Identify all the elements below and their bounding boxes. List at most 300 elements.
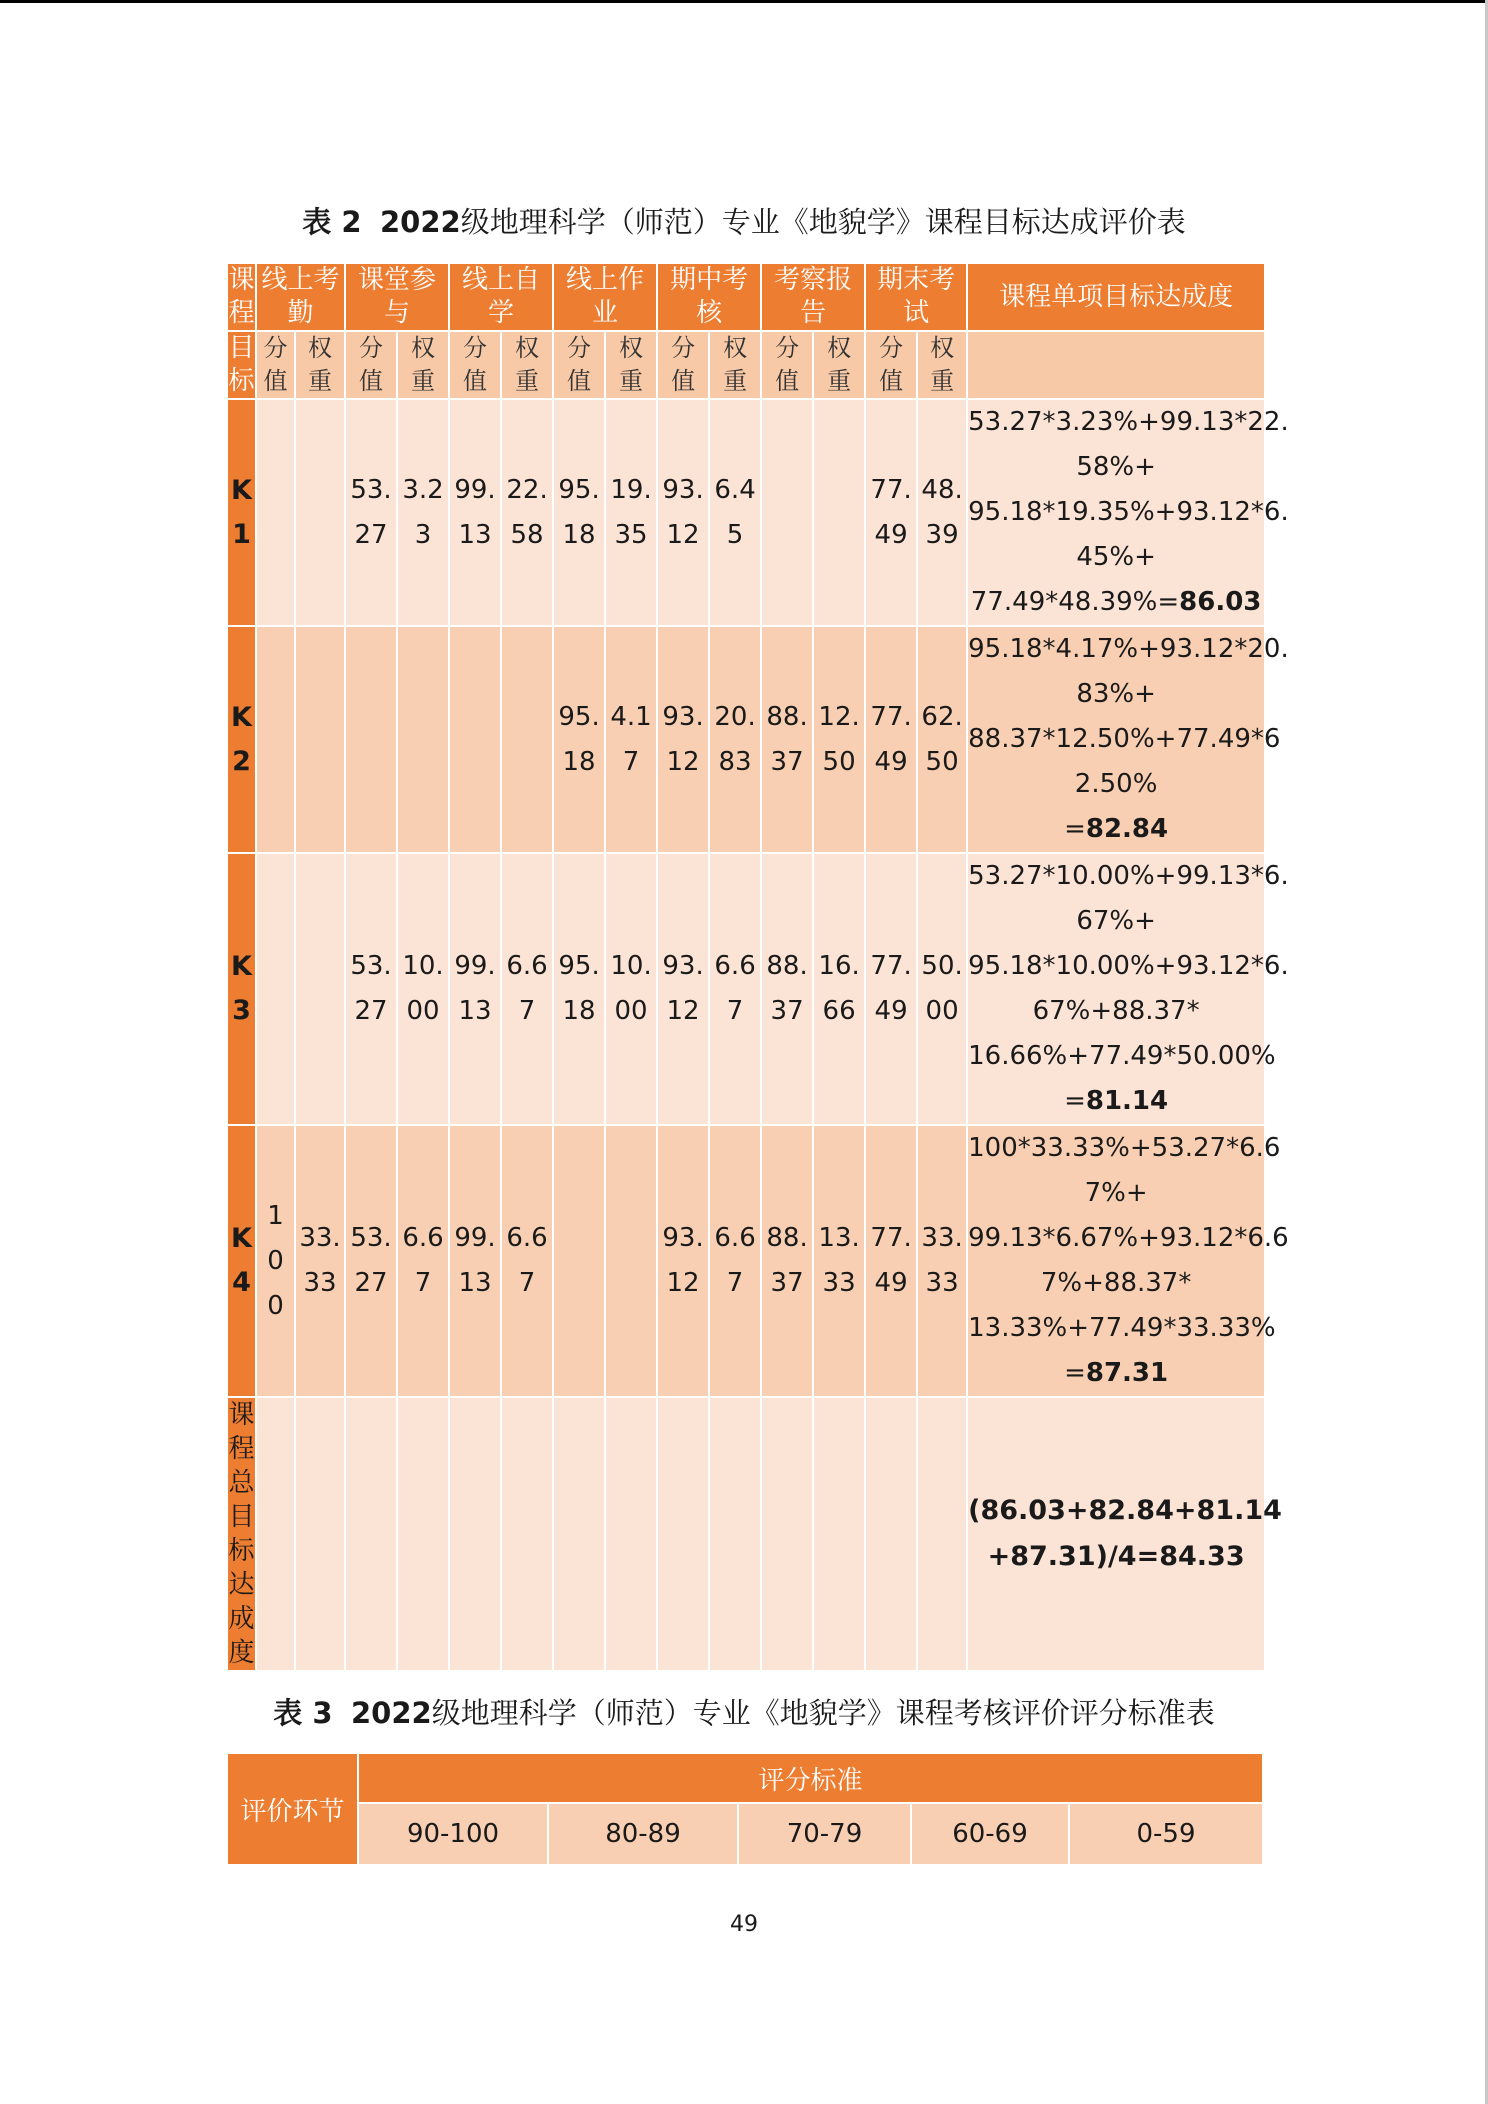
- value-text: 7: [414, 1268, 432, 1298]
- value-cell: [657, 853, 709, 1125]
- value-text: 37: [770, 1268, 804, 1298]
- assessment-group-header: [553, 263, 657, 331]
- goal-label-text: K: [231, 951, 252, 982]
- formula-line: 67%+: [1076, 906, 1156, 936]
- value-cell: [605, 626, 657, 853]
- value-cell: [295, 1125, 345, 1397]
- value-cell: [553, 626, 605, 853]
- goal-label: [227, 626, 256, 853]
- value-text: 27: [354, 1268, 388, 1298]
- value-text: 13: [458, 996, 492, 1026]
- goal-row: [227, 853, 1265, 1125]
- value-text: 49: [874, 996, 908, 1026]
- value-cell: [761, 1125, 813, 1397]
- value-text: 6.6: [402, 1223, 444, 1253]
- value-text: 27: [354, 519, 388, 550]
- value-text: 12.: [818, 701, 860, 732]
- achievement-result: 86.03: [1179, 587, 1262, 617]
- value-text: 33: [303, 1268, 337, 1298]
- header-text: 权: [723, 334, 748, 362]
- course-goal-header: [227, 263, 256, 331]
- empty-cell: [917, 1397, 967, 1671]
- page-border-top: [0, 0, 1488, 3]
- value-cell: [605, 1125, 657, 1397]
- value-cell: [397, 399, 449, 626]
- empty-cell: [761, 1397, 813, 1671]
- assessment-group-header: [256, 263, 345, 331]
- evaluation-stage-header: 评价环节: [227, 1753, 358, 1865]
- value-cell: [345, 626, 397, 853]
- score-range-cell: 60-69: [911, 1803, 1069, 1865]
- value-text: 6.6: [714, 951, 756, 981]
- header-text: 分: [463, 334, 488, 362]
- value-text: 33: [822, 1268, 856, 1298]
- value-text: 93.: [662, 474, 704, 505]
- empty-cell: [449, 1397, 501, 1671]
- value-cell: [449, 399, 501, 626]
- formula-line: 13.33%+77.49*33.33%: [968, 1313, 1276, 1343]
- formula-line: =: [1064, 1358, 1086, 1388]
- value-cell: [256, 1125, 295, 1397]
- header-text: 分: [567, 334, 592, 362]
- table3-caption: [226, 1693, 1262, 1733]
- value-cell: [501, 853, 553, 1125]
- table2-caption-year: 2022: [379, 205, 461, 239]
- formula-line: 16.66%+77.49*50.00%: [968, 1041, 1276, 1071]
- weight-subheader: [917, 331, 967, 399]
- goal-label-text: K: [231, 1223, 252, 1254]
- value-text: 33.: [299, 1223, 341, 1253]
- formula-line: 2.50%: [1074, 769, 1158, 799]
- score-subheader: [449, 331, 501, 399]
- total-label-text: 达: [228, 1570, 255, 1600]
- value-cell: [813, 853, 865, 1125]
- value-cell: [865, 1125, 917, 1397]
- value-cell: [813, 399, 865, 626]
- value-text: 3.2: [402, 474, 444, 505]
- value-cell: [761, 399, 813, 626]
- value-cell: [501, 399, 553, 626]
- value-text: 99.: [454, 951, 496, 981]
- header-text: 线上考: [261, 265, 340, 295]
- header-text: 与: [384, 298, 411, 328]
- header-text: 值: [567, 367, 592, 395]
- achievement-formula: [967, 853, 1289, 1125]
- header-text: 学: [488, 298, 515, 328]
- value-cell: [295, 626, 345, 853]
- header-text: 权: [308, 334, 332, 362]
- course-goal-achievement-table: [226, 262, 1289, 1672]
- value-cell: [397, 853, 449, 1125]
- value-text: 7: [726, 996, 744, 1026]
- value-text: 10.: [610, 951, 652, 981]
- total-label-text: 度: [228, 1638, 255, 1668]
- value-text: 77.: [870, 951, 912, 981]
- value-cell: [709, 399, 761, 626]
- header-text: 分: [263, 334, 288, 362]
- formula-line: 95.18*10.00%+93.12*6.: [968, 951, 1289, 981]
- value-text: 83: [718, 746, 752, 777]
- value-text: 7: [726, 1268, 744, 1298]
- goal-label-text: 4: [232, 1267, 251, 1298]
- header-text: 勤: [287, 298, 314, 328]
- formula-line: 53.27*3.23%+99.13*22.: [968, 407, 1289, 437]
- value-cell: [345, 1125, 397, 1397]
- value-text: 88.: [766, 701, 808, 732]
- value-text: 6.6: [506, 951, 548, 981]
- empty-cell: [397, 1397, 449, 1671]
- score-range-cell: 80-89: [548, 1803, 738, 1865]
- goal-label-text: 3: [232, 995, 251, 1026]
- total-row: [227, 1397, 1265, 1671]
- value-cell: [501, 626, 553, 853]
- value-text: 7: [518, 996, 536, 1026]
- value-text: 20.: [714, 701, 756, 732]
- header-text: 权: [515, 334, 540, 362]
- value-text: 6.4: [714, 474, 756, 505]
- value-cell: [917, 399, 967, 626]
- table2-caption-text: 级地理科学（师范）专业《地貌学》课程目标达成评价表: [460, 205, 1186, 239]
- table2-caption: [226, 202, 1262, 242]
- value-text: 0: [267, 1290, 284, 1321]
- empty-cell: [295, 1397, 345, 1671]
- value-text: 37: [770, 746, 804, 777]
- value-text: 27: [354, 996, 388, 1026]
- value-text: 50: [925, 746, 959, 777]
- header-text: 值: [263, 367, 288, 395]
- value-cell: [553, 853, 605, 1125]
- value-cell: [501, 1125, 553, 1397]
- header-text: 权: [827, 334, 852, 362]
- value-text: 18: [562, 746, 596, 777]
- header-text: 重: [723, 367, 748, 395]
- value-cell: [605, 853, 657, 1125]
- score-subheader: [761, 331, 813, 399]
- value-cell: [657, 626, 709, 853]
- score-subheader: [345, 331, 397, 399]
- scoring-standard-table: [226, 1752, 1264, 1866]
- header-text: 分: [671, 334, 696, 362]
- value-text: 13: [458, 519, 492, 550]
- header-text: 业: [592, 298, 619, 328]
- goal-row: [227, 626, 1265, 853]
- value-text: 10.: [402, 951, 444, 981]
- value-text: 00: [406, 996, 440, 1026]
- value-text: 49: [874, 746, 908, 777]
- header-text: 权: [930, 334, 955, 362]
- empty-cell: [605, 1397, 657, 1671]
- goal-label: [227, 853, 256, 1125]
- value-text: 7: [518, 1268, 536, 1298]
- value-text: 18: [562, 519, 596, 550]
- value-text: 12: [666, 519, 700, 550]
- score-subheader: [865, 331, 917, 399]
- value-cell: [709, 626, 761, 853]
- value-cell: [813, 1125, 865, 1397]
- score-subheader: [657, 331, 709, 399]
- weight-subheader: [501, 331, 553, 399]
- header-text: 试: [903, 298, 930, 328]
- value-text: 13: [458, 1268, 492, 1298]
- header-text: 重: [619, 367, 644, 395]
- value-cell: [397, 1125, 449, 1397]
- score-range-cell: 90-100: [358, 1803, 548, 1865]
- achievement-formula: [967, 399, 1289, 626]
- header-text: 核: [696, 298, 723, 328]
- achievement-result: 87.31: [1085, 1358, 1169, 1388]
- header-text: 值: [463, 367, 488, 395]
- value-text: 99.: [454, 1223, 496, 1253]
- goal-label-text: 2: [232, 745, 251, 777]
- goal-row: [227, 1125, 1265, 1397]
- value-text: 19.: [610, 474, 652, 505]
- formula-line: =: [1064, 814, 1086, 844]
- blank-subheader: [967, 331, 1265, 399]
- empty-cell: [501, 1397, 553, 1671]
- formula-line: =: [1064, 1086, 1086, 1116]
- header-text: 课: [228, 265, 255, 295]
- goal-label-text: 1: [232, 518, 251, 550]
- weight-subheader: [295, 331, 345, 399]
- header-text: 重: [411, 367, 436, 395]
- formula-line: 83%+: [1076, 679, 1156, 709]
- assessment-group-header: [345, 263, 449, 331]
- value-text: 5: [726, 519, 744, 550]
- value-cell: [553, 1125, 605, 1397]
- header-text: 值: [359, 367, 384, 395]
- value-cell: [709, 853, 761, 1125]
- value-cell: [865, 626, 917, 853]
- value-cell: [761, 853, 813, 1125]
- formula-line: 88.37*12.50%+77.49*6: [968, 724, 1281, 754]
- total-label: [227, 1397, 256, 1671]
- value-text: 50: [822, 746, 856, 777]
- header-text: 线上自: [462, 265, 541, 295]
- value-text: 99.: [454, 474, 496, 505]
- value-text: 18: [562, 996, 596, 1026]
- value-text: 33.: [921, 1223, 963, 1253]
- value-text: 1: [267, 1200, 284, 1231]
- value-cell: [295, 853, 345, 1125]
- empty-cell: [813, 1397, 865, 1671]
- score-range-cell: 0-59: [1069, 1803, 1263, 1865]
- value-text: 95.: [558, 701, 600, 732]
- header-text: 值: [879, 367, 904, 395]
- header-text: 期末考: [877, 265, 956, 295]
- header-text: 重: [930, 367, 955, 395]
- assessment-group-header: [865, 263, 967, 331]
- value-text: 93.: [662, 951, 704, 981]
- header-text: 目: [228, 333, 255, 363]
- value-text: 53.: [350, 474, 392, 505]
- value-text: 12: [666, 1268, 700, 1298]
- empty-cell: [657, 1397, 709, 1671]
- assessment-group-header: [761, 263, 865, 331]
- achievement-formula: [967, 626, 1289, 853]
- value-cell: [449, 853, 501, 1125]
- value-cell: [865, 853, 917, 1125]
- value-cell: [345, 399, 397, 626]
- value-text: 48.: [921, 474, 963, 505]
- value-text: 53.: [350, 1223, 392, 1253]
- formula-line: 53.27*10.00%+99.13*6.: [968, 861, 1289, 891]
- value-text: 77.: [870, 1223, 912, 1253]
- value-cell: [256, 853, 295, 1125]
- weight-subheader: [813, 331, 865, 399]
- total-formula-line: +87.31)/4=84.33: [987, 1541, 1245, 1572]
- formula-line: 67%+88.37*: [1032, 996, 1200, 1026]
- table3-caption-prefix: 表 3: [273, 1696, 333, 1730]
- value-text: 95.: [558, 474, 600, 505]
- value-text: 66: [822, 996, 856, 1026]
- total-label-text: 总: [228, 1468, 255, 1498]
- empty-cell: [553, 1397, 605, 1671]
- value-text: 58: [510, 519, 544, 550]
- value-text: 62.: [921, 701, 963, 732]
- value-text: 13.: [818, 1223, 860, 1253]
- total-label-text: 标: [228, 1536, 255, 1566]
- goal-label-text: K: [231, 701, 252, 733]
- header-text: 分: [775, 334, 800, 362]
- value-text: 0: [267, 1245, 284, 1276]
- table2-body: [227, 263, 1289, 1671]
- value-text: 37: [770, 996, 804, 1026]
- table2-caption-prefix: 表 2: [302, 205, 362, 239]
- value-cell: [256, 399, 295, 626]
- goal-label: [227, 399, 256, 626]
- goal-label-text: K: [231, 474, 252, 506]
- formula-line: 7%+88.37*: [1040, 1268, 1192, 1298]
- value-text: 77.: [870, 701, 912, 732]
- value-cell: [295, 399, 345, 626]
- formula-line: 7%+: [1084, 1178, 1148, 1208]
- value-text: 12: [666, 746, 700, 777]
- empty-cell: [709, 1397, 761, 1671]
- header-text: 重: [515, 367, 540, 395]
- weight-subheader: [397, 331, 449, 399]
- value-text: 7: [622, 746, 640, 777]
- header-text: 告: [800, 298, 827, 328]
- header-text: 标: [228, 366, 255, 396]
- value-text: 88.: [766, 951, 808, 981]
- value-cell: [917, 853, 967, 1125]
- empty-cell: [345, 1397, 397, 1671]
- formula-line: 95.18*19.35%+93.12*6.: [968, 497, 1289, 527]
- header-text: 考察报: [774, 265, 853, 295]
- goal-row: [227, 399, 1265, 626]
- value-text: 4.1: [610, 701, 652, 732]
- page-number: 49: [730, 1912, 758, 1937]
- header-text: 期中考: [670, 265, 749, 295]
- value-text: 00: [614, 996, 648, 1026]
- value-cell: [449, 626, 501, 853]
- value-cell: [917, 626, 967, 853]
- achievement-formula: [967, 1125, 1289, 1397]
- header-text: 权: [411, 334, 436, 362]
- header-text: 程: [228, 298, 255, 328]
- scoring-standard-header: 评分标准: [358, 1753, 1263, 1803]
- value-text: 35: [614, 519, 648, 550]
- course-goal-header-2: [227, 331, 256, 399]
- value-cell: [709, 1125, 761, 1397]
- value-text: 6.6: [506, 1223, 548, 1253]
- formula-line: 58%+: [1076, 452, 1156, 482]
- value-text: 49: [874, 1268, 908, 1298]
- header-text: 线上作: [566, 265, 645, 295]
- value-text: 77.: [870, 474, 912, 505]
- header-text: 重: [308, 367, 332, 395]
- value-text: 93.: [662, 1223, 704, 1253]
- value-text: 88.: [766, 1223, 808, 1253]
- formula-line: 45%+: [1076, 542, 1156, 572]
- value-text: 50.: [921, 951, 963, 981]
- assessment-group-header: [657, 263, 761, 331]
- achievement-result: 82.84: [1085, 814, 1169, 844]
- empty-cell: [256, 1397, 295, 1671]
- value-text: 53.: [350, 951, 392, 981]
- formula-line: 95.18*4.17%+93.12*20.: [968, 634, 1289, 664]
- value-cell: [917, 1125, 967, 1397]
- value-text: 00: [925, 996, 959, 1026]
- total-achievement-formula: [967, 1397, 1282, 1671]
- value-text: 39: [925, 519, 959, 550]
- header-text: 分: [359, 334, 384, 362]
- value-cell: [553, 399, 605, 626]
- header-text: 权: [619, 334, 644, 362]
- value-cell: [397, 626, 449, 853]
- achievement-result: 81.14: [1085, 1086, 1169, 1116]
- value-cell: [345, 853, 397, 1125]
- header-text: 重: [827, 367, 852, 395]
- score-range-cell: 70-79: [738, 1803, 911, 1865]
- formula-line: 100*33.33%+53.27*6.6: [968, 1133, 1281, 1163]
- weight-subheader: [605, 331, 657, 399]
- achievement-header: 课程单项目标达成度: [967, 263, 1265, 331]
- formula-line: 99.13*6.67%+93.12*6.6: [968, 1223, 1289, 1253]
- header-text: 值: [775, 367, 800, 395]
- total-label-text: 目: [228, 1502, 255, 1532]
- value-cell: [256, 626, 295, 853]
- total-label-text: 程: [228, 1434, 255, 1464]
- assessment-group-header: [449, 263, 553, 331]
- score-subheader: [256, 331, 295, 399]
- total-formula-line: (86.03+82.84+81.14: [968, 1495, 1282, 1526]
- value-cell: [657, 399, 709, 626]
- value-cell: [813, 626, 865, 853]
- total-label-text: 课: [228, 1400, 255, 1430]
- header-text: 课堂参: [358, 265, 437, 295]
- value-text: 93.: [662, 701, 704, 732]
- table3-caption-year: 2022: [350, 1696, 432, 1730]
- total-label-text: 成: [228, 1604, 255, 1634]
- value-cell: [449, 1125, 501, 1397]
- value-text: 49: [874, 519, 908, 550]
- header-text: 值: [671, 367, 696, 395]
- value-text: 12: [666, 996, 700, 1026]
- goal-label: [227, 1125, 256, 1397]
- weight-subheader: [709, 331, 761, 399]
- formula-line: 77.49*48.39%=: [970, 587, 1180, 617]
- value-text: 16.: [818, 951, 860, 981]
- value-text: 22.: [506, 474, 548, 505]
- value-cell: [865, 399, 917, 626]
- value-text: 3: [414, 519, 432, 550]
- value-text: 33: [925, 1268, 959, 1298]
- score-subheader: [553, 331, 605, 399]
- value-text: 95.: [558, 951, 600, 981]
- empty-cell: [865, 1397, 917, 1671]
- value-cell: [761, 626, 813, 853]
